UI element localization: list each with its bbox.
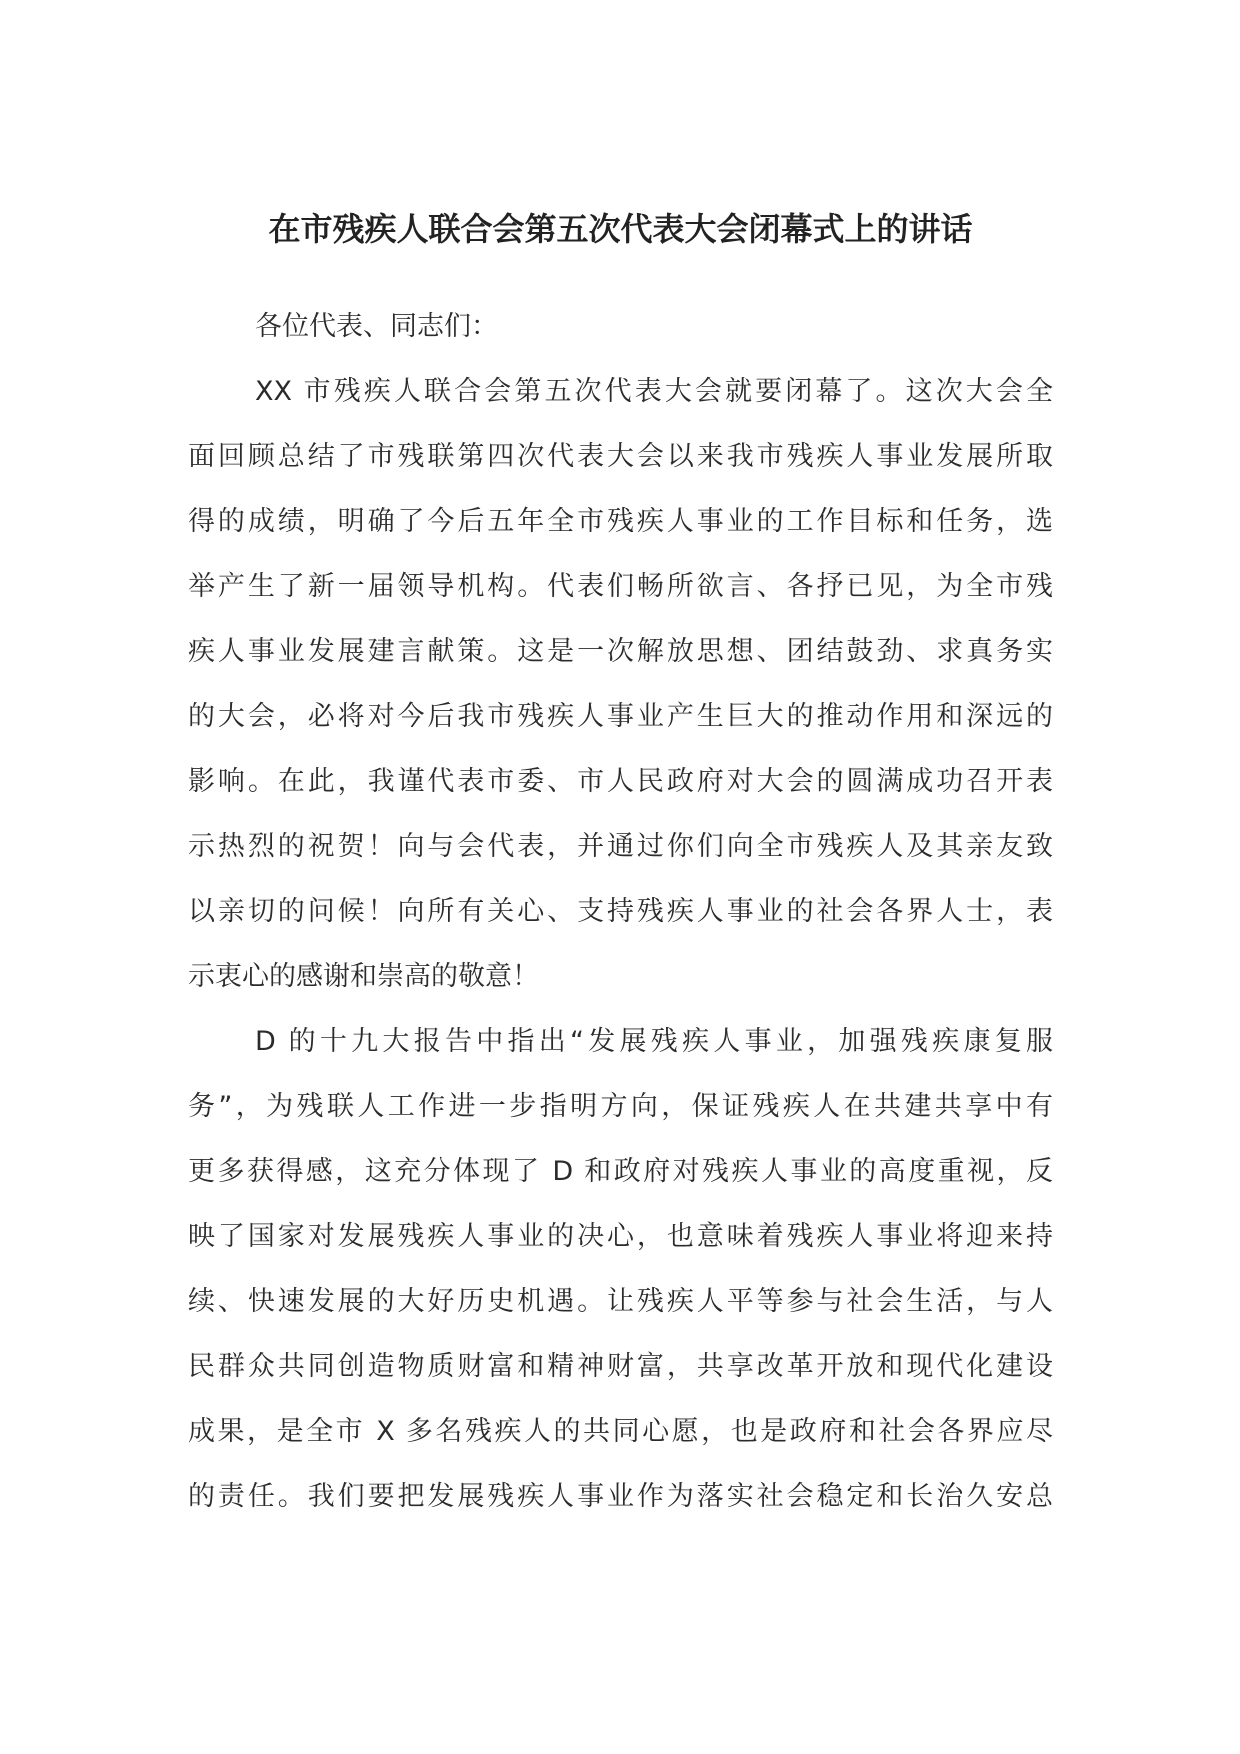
paragraph-line: 的大会，必将对今后我市残疾人事业产生巨大的推动作用和深远的 xyxy=(188,701,1053,732)
paragraph-line: 续、快速发展的大好历史机遇。让残疾人平等参与社会生活，与人 xyxy=(188,1286,1053,1317)
paragraph-line: 映了国家对发展残疾人事业的决心，也意味着残疾人事业将迎来持 xyxy=(188,1221,1053,1252)
paragraph-2 xyxy=(188,1009,1053,1529)
salutation: 各位代表、同志们： xyxy=(255,311,498,342)
paragraph-1 xyxy=(188,359,1053,1009)
paragraph-line: 示衷心的感谢和崇高的敬意！ xyxy=(188,961,539,992)
paragraph-line: D 的十九大报告中指出“发展残疾人事业，加强残疾康复服 xyxy=(255,1026,1053,1057)
paragraph-line: 疾人事业发展建言献策。这是一次解放思想、团结鼓劲、求真务实 xyxy=(188,636,1053,667)
document-title: 在市残疾人联合会第五次代表大会闭幕式上的讲话 xyxy=(268,210,973,248)
paragraph-line: 更多获得感，这充分体现了 D 和政府对残疾人事业的高度重视，反 xyxy=(188,1156,1053,1187)
paragraph-line: 民群众共同创造物质财富和精神财富，共享改革开放和现代化建设 xyxy=(188,1351,1053,1382)
paragraph-line: 的责任。我们要把发展残疾人事业作为落实社会稳定和长治久安总 xyxy=(188,1481,1053,1512)
paragraph-line: 面回顾总结了市残联第四次代表大会以来我市残疾人事业发展所取 xyxy=(188,441,1053,472)
paragraph-line: 举产生了新一届领导机构。代表们畅所欲言、各抒已见，为全市残 xyxy=(188,571,1053,602)
paragraph-line: 影响。在此，我谨代表市委、市人民政府对大会的圆满成功召开表 xyxy=(188,766,1053,797)
document-page xyxy=(188,204,1053,1529)
paragraph-line: 得的成绩，明确了今后五年全市残疾人事业的工作目标和任务，选 xyxy=(188,506,1053,537)
paragraph-line: 务”，为残联人工作进一步指明方向，保证残疾人在共建共享中有 xyxy=(188,1091,1053,1122)
paragraph-line: 以亲切的问候！向所有关心、支持残疾人事业的社会各界人士，表 xyxy=(188,896,1053,927)
paragraph-line: 示热烈的祝贺！向与会代表，并通过你们向全市残疾人及其亲友致 xyxy=(188,831,1053,862)
paragraph-line: 成果，是全市 X 多名残疾人的共同心愿，也是政府和社会各界应尽 xyxy=(188,1416,1053,1447)
paragraph-line: XX 市残疾人联合会第五次代表大会就要闭幕了。这次大会全 xyxy=(255,376,1053,407)
